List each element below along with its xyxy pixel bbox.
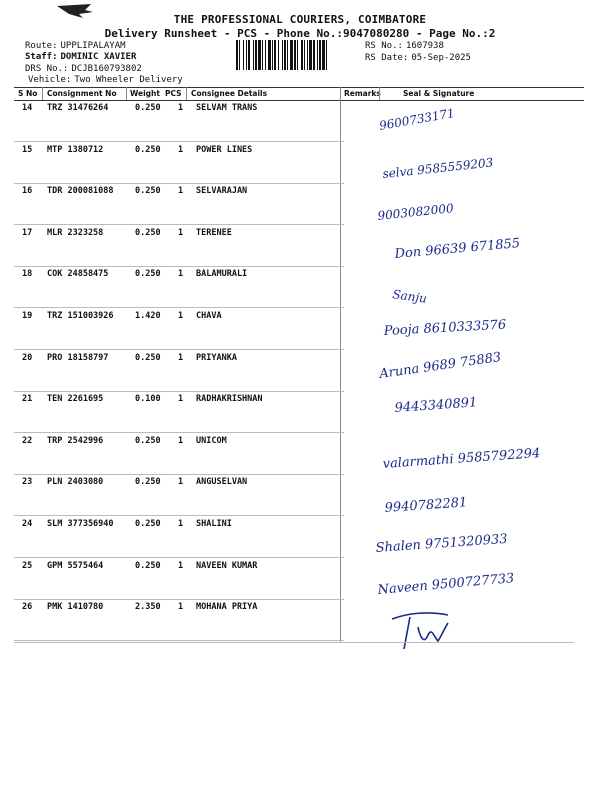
drs-label: DRS No.: <box>25 64 69 74</box>
row-divider <box>14 557 344 558</box>
row-consignment: PRO 18158797 <box>47 352 109 363</box>
row-weight: 0.250 <box>135 269 161 280</box>
signature-6 <box>383 317 584 349</box>
row-sno: 22 <box>22 435 33 446</box>
col-header-remarks: Remarks <box>344 89 381 98</box>
row-consignee: SELVAM TRANS <box>196 103 258 113</box>
staff-label: Staff: <box>25 52 58 62</box>
row-divider <box>14 391 344 392</box>
drs-value: DCJB160793802 <box>71 64 142 74</box>
signature-text: 9600733171 <box>378 105 456 133</box>
col-header-weight: Weight <box>130 89 160 98</box>
row-divider <box>14 266 344 267</box>
signature-5 <box>392 286 592 312</box>
row-consignee: SELVARAJAN <box>196 186 248 197</box>
signature-text: 9003082000 <box>376 201 455 223</box>
row-consignee: TERENEE <box>196 227 232 238</box>
signature-9 <box>382 446 583 482</box>
row-sno: 23 <box>22 477 33 488</box>
vehicle-label: Vehicle: <box>28 75 72 85</box>
signature-text: 9940782281 <box>384 495 468 516</box>
col-header-consignee: Consignee Details <box>191 89 268 98</box>
signature-1 <box>378 105 580 144</box>
col-header-sno: S No <box>18 89 38 98</box>
row-sno: 16 <box>22 186 33 197</box>
signature-text: Shalen 9751320933 <box>375 531 509 556</box>
row-divider <box>14 224 344 225</box>
row-pcs: 1 <box>178 352 184 363</box>
row-weight: 0.250 <box>135 144 161 155</box>
signature-2 <box>381 155 583 192</box>
row-sno: 18 <box>22 269 33 280</box>
row-divider <box>14 599 344 600</box>
row-consignment: MLR 2323258 <box>47 227 104 238</box>
signature-text: Don 96639 671855 <box>394 236 521 262</box>
row-sno: 24 <box>22 519 33 529</box>
rs-no-value: 1607938 <box>405 41 444 51</box>
vehicle-info <box>28 75 183 85</box>
col-header-consignment: Consignment No <box>47 89 117 98</box>
row-sno: 26 <box>22 602 33 613</box>
row-weight: 0.250 <box>135 103 161 113</box>
row-consignment: TRZ 151003926 <box>47 311 114 321</box>
row-weight: 0.250 <box>135 560 161 571</box>
row-pcs: 1 <box>178 311 184 321</box>
row-weight: 0.250 <box>135 435 161 446</box>
row-sno: 19 <box>22 311 33 321</box>
row-consignment: TRP 2542996 <box>47 435 104 446</box>
staff-info <box>25 52 136 62</box>
row-divider <box>14 432 344 433</box>
row-consignment: TRZ 31476264 <box>47 103 109 113</box>
table-bottom-rule <box>14 642 574 643</box>
row-consignment: TDR 200081088 <box>47 186 114 197</box>
row-pcs: 1 <box>178 269 184 280</box>
row-sno: 25 <box>22 560 33 571</box>
col-divider <box>42 87 43 100</box>
rs-date-info <box>365 53 471 63</box>
col-divider <box>186 87 187 100</box>
rs-number-info <box>365 41 444 51</box>
signature-10 <box>384 495 585 526</box>
runsheet-subtitle: Delivery Runsheet - PCS - Phone No.:9047080280 - Page No.:2 <box>104 27 496 40</box>
row-pcs: 1 <box>178 103 184 113</box>
row-consignee: RADHAKRISHNAN <box>196 394 263 405</box>
signature-text: Sanju <box>391 287 428 306</box>
route-value: UPPLIPALAYAM <box>60 41 126 51</box>
row-consignment: SLM 377356940 <box>47 519 114 529</box>
row-divider <box>14 515 344 516</box>
signature-text: selva 9585559203 <box>381 155 494 181</box>
row-weight: 0.250 <box>135 186 161 197</box>
route-info <box>25 41 126 51</box>
route-label: Route: <box>25 41 58 51</box>
row-divider <box>14 141 344 142</box>
signature-12 <box>377 571 578 608</box>
col-divider <box>126 87 127 100</box>
rs-date-label: RS Date: <box>365 53 409 63</box>
signature-text: Pooja 8610333576 <box>383 317 507 339</box>
row-consignment: TEN 2261695 <box>47 394 104 405</box>
signature-8 <box>394 395 595 426</box>
col-header-seal: Seal & Signature <box>403 89 475 98</box>
rs-no-label: RS No.: <box>365 41 403 51</box>
signature-text: 9443340891 <box>394 395 478 416</box>
row-consignee: ANGUSELVAN <box>196 477 248 488</box>
header-bottom-rule <box>14 100 584 101</box>
row-weight: 0.250 <box>135 519 161 529</box>
row-pcs: 1 <box>178 144 184 155</box>
signature-text: Aruna 9689 75883 <box>378 350 503 382</box>
header-top-rule <box>14 87 584 88</box>
row-weight: 2.350 <box>135 602 161 613</box>
row-consignee: MOHANA PRIYA <box>196 602 258 613</box>
row-consignee: PRIYANKA <box>196 352 237 363</box>
row-pcs: 1 <box>178 519 184 529</box>
staff-value: DOMINIC XAVIER <box>60 52 137 62</box>
row-divider <box>14 474 344 475</box>
signature-text: valarmathi 9585792294 <box>382 446 541 472</box>
row-consignment: PLN 2403080 <box>47 477 104 488</box>
row-pcs: 1 <box>178 435 184 446</box>
row-consignee: POWER LINES <box>196 144 253 155</box>
signature-7 <box>378 350 580 392</box>
row-consignment: MTP 1380712 <box>47 144 104 155</box>
drs-info <box>25 64 142 74</box>
row-pcs: 1 <box>178 477 184 488</box>
col-header-pcs: PCS <box>165 89 182 98</box>
row-consignee: CHAVA <box>196 311 222 321</box>
row-pcs: 1 <box>178 227 184 238</box>
signature-4 <box>394 236 595 272</box>
row-consignment: PMK 1410780 <box>47 602 104 613</box>
row-pcs: 1 <box>178 602 184 613</box>
barcode-icon <box>236 40 362 70</box>
row-weight: 1.420 <box>135 311 161 321</box>
vehicle-value: Two Wheeler Delivery <box>74 75 183 85</box>
row-divider <box>14 183 344 184</box>
signature-text: Naveen 9500727733 <box>377 571 515 598</box>
table-row <box>0 602 600 644</box>
row-consignment: COK 24858475 <box>47 269 109 280</box>
row-consignee: BALAMURALI <box>196 269 248 280</box>
row-pcs: 1 <box>178 186 184 197</box>
scribble-signature-icon <box>388 605 458 659</box>
row-weight: 0.250 <box>135 227 161 238</box>
row-weight: 0.100 <box>135 394 161 405</box>
col-divider <box>379 87 380 100</box>
row-divider <box>14 307 344 308</box>
row-sno: 15 <box>22 144 33 155</box>
signature-3 <box>376 201 578 234</box>
signature-11 <box>375 531 576 566</box>
row-consignee: SHALINI <box>196 519 232 529</box>
row-consignee: NAVEEN KUMAR <box>196 560 258 571</box>
row-sno: 21 <box>22 394 33 405</box>
row-sno: 17 <box>22 227 33 238</box>
row-weight: 0.250 <box>135 477 161 488</box>
row-weight: 0.250 <box>135 352 161 363</box>
row-sno: 20 <box>22 352 33 363</box>
row-consignee: UNICOM <box>196 435 227 446</box>
row-pcs: 1 <box>178 560 184 571</box>
row-pcs: 1 <box>178 394 184 405</box>
row-sno: 14 <box>22 103 33 113</box>
rs-date-value: 05-Sep-2025 <box>411 53 471 63</box>
row-divider <box>14 349 344 350</box>
row-consignment: GPM 5575464 <box>47 560 104 571</box>
company-title: THE PROFESSIONAL COURIERS, COIMBATORE <box>173 13 427 26</box>
